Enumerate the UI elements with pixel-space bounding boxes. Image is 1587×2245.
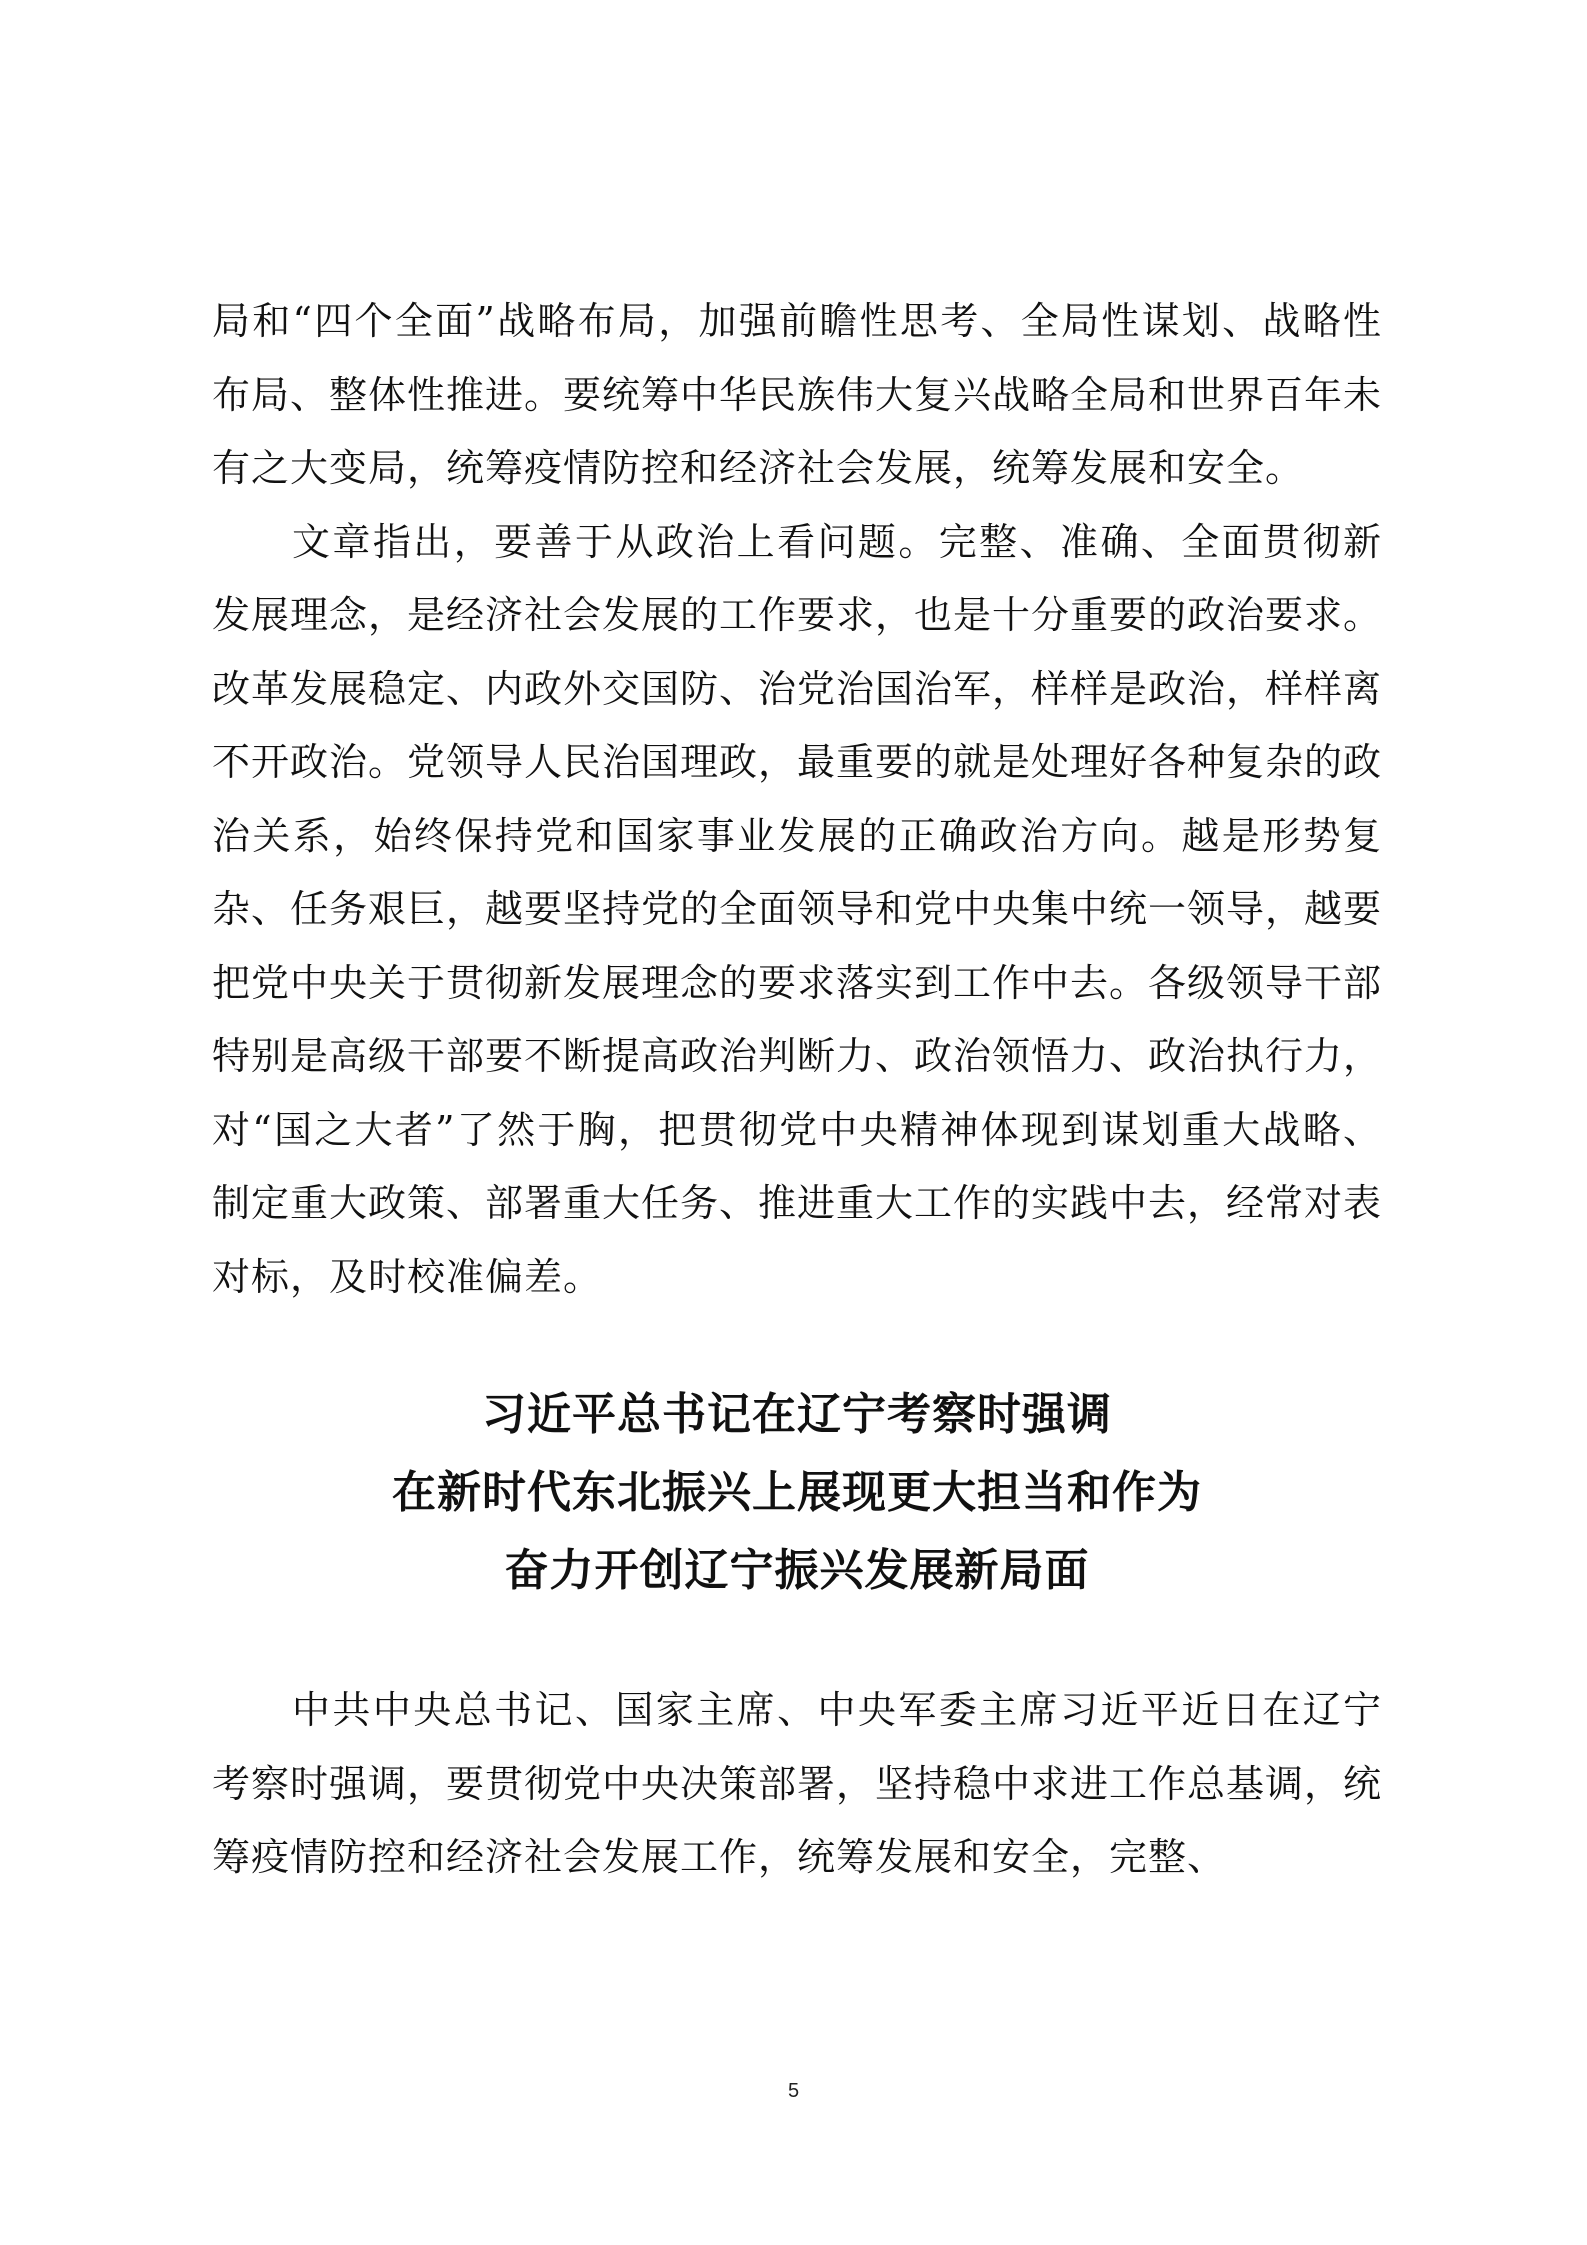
body-paragraph-3: 中共中央总书记、国家主席、中央军委主席习近平近日在辽宁考察时强调，要贯彻党中央决策部署，坚持稳中求进工作总基调，统筹疫情防控和经济社会发展工作，统筹发展和安全，完整、 <box>212 1688 1383 1879</box>
heading-line-3: 奋力开创辽宁振兴发展新局面 <box>504 1545 1090 1596</box>
body-paragraph-2: 文章指出，要善于从政治上看问题。完整、准确、全面贯彻新发展理念，是经济社会发展的工作要求，也是十分重要的政治要求。改革发展稳定、内政外交国防、治党治国治军，样样是政治，样样离不开政治。党领导人民治国理政，最重要的就是处理好各种复杂的政治关系，始终保持党和国家事业发展的正确政治方向。越是形势复杂、任务艰巨，越要坚持党的全面领导和党中央集中统一领导，越要把党中央关于贯彻新发展理念的要求落实到工作中去。各级领导干部特别是高级干部要不断提高政治判断力、政治领悟力、政治执行力，对“国之大者”了然于胸，把贯彻党中央精神体现到谋划重大战略、制定重大政策、部署重大任务、推进重大工作的实践中去，经常对表对标，及时校准偏差。 <box>212 519 1383 1299</box>
page-number: 5 <box>787 2080 800 2102</box>
page-content <box>212 285 1382 1895</box>
heading-line-1: 习近平总书记在辽宁考察时强调 <box>482 1389 1112 1440</box>
article-heading <box>212 1376 1382 1610</box>
body-paragraph-1: 局和“四个全面”战略布局，加强前瞻性思考、全局性谋划、战略性布局、整体性推进。要统筹中华民族伟大复兴战略全局和世界百年未有之大变局，统筹疫情防控和经济社会发展，统筹发展和安全。 <box>212 299 1383 490</box>
heading-line-2: 在新时代东北振兴上展现更大担当和作为 <box>392 1467 1202 1518</box>
